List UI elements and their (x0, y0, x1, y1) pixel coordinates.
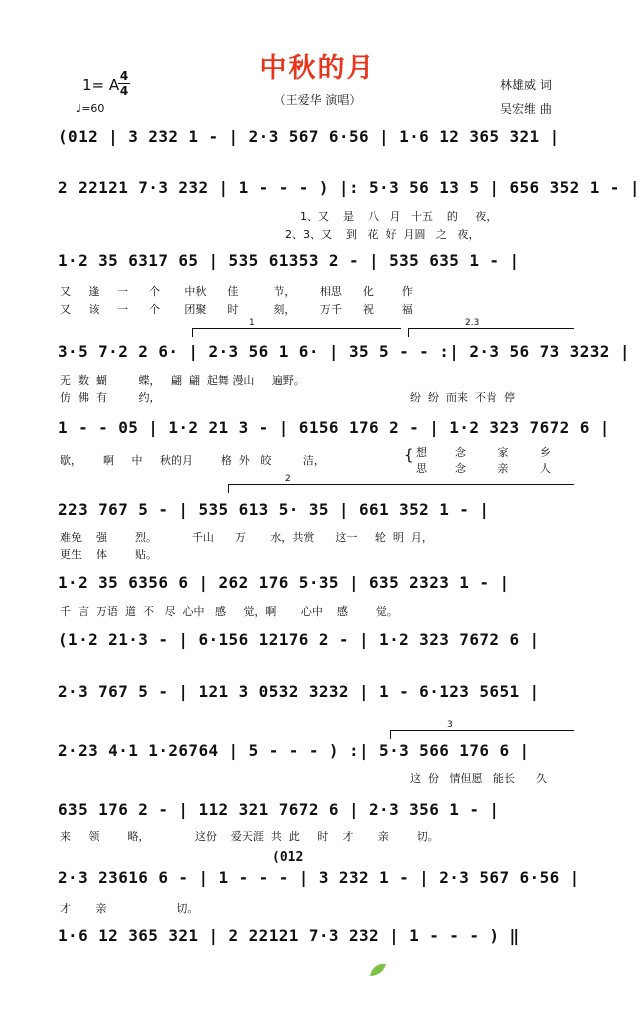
lyric-line: 又 该 一 个 团聚 时 刻， 万千 祝 福 (60, 303, 413, 316)
lyric-line: 思 念 亲 人 (416, 462, 551, 475)
notation-row-7: 1·2 35 6356 6 | 262 176 5·35 | 635 2323 1 - | (58, 573, 510, 592)
lyric-line: 又 逢 一 个 中秋 佳 节， 相思 化 作 (60, 285, 413, 298)
volta-bracket-1 (192, 318, 401, 337)
leaf-icon (368, 962, 388, 978)
lyric-line: 1、又 是 八 月 十五 的 夜， (300, 210, 498, 223)
volta-bracket-2-3 (408, 318, 574, 337)
meter-bottom: 4 (119, 84, 129, 98)
volta-label: 1 (249, 318, 255, 328)
song-title: 中秋的月 (259, 53, 376, 84)
notation-row-9: 2·3 767 5 - | 121 3 0532 3232 | 1 - 6·123 5651 | (58, 682, 540, 701)
notation-row-5: 1 - - 05 | 1·2 21 3 - | 6156 176 2 - | 1·2 323 7672 6 | (58, 418, 610, 437)
lyric-line: 才 亲 切。 (60, 902, 199, 915)
notation-row-6: 223 767 5 - | 535 613 5· 35 | 661 352 1 - | (58, 500, 490, 519)
lyric-line: 这 份 情但愿 能长 久 (410, 772, 547, 785)
meter-top: 4 (119, 69, 129, 83)
notation-row-11: 635 176 2 - | 112 321 7672 6 | 2·3 356 1 - | (58, 800, 500, 819)
volta-label: 2.3 (465, 318, 480, 328)
pickup-notes: (012 (272, 850, 304, 865)
volta-bracket-3 (390, 720, 574, 739)
lyric-line: 想 念 家 乡 (416, 446, 551, 459)
notation-row-1: (012 | 3 232 1 - | 2·3 567 6·56 | 1·6 12 365 321 | (58, 127, 560, 146)
notation-row-3: 1·2 35 6317 65 | 535 61353 2 - | 535 635 1 - | (58, 251, 520, 270)
notation-row-4: 3·5 7·2 2 6· | 2·3 56 1 6· | 35 5 - - :| 2·3 56 73 3232 | (58, 342, 630, 361)
volta-label: 2 (285, 474, 291, 484)
lyric-line: 歇， 啊 中 秋的月 格 外 皎 洁， (60, 454, 325, 467)
lyricist-credit: 林雄威 词 (500, 78, 552, 92)
notation-row-13: 1·6 12 365 321 | 2 22121 7·3 232 | 1 - - - ) ‖ (58, 926, 520, 945)
notation-row-2: 2 22121 7·3 232 | 1 - - - ) |: 5·3 56 13 5 | 656 352 1 - | (58, 178, 640, 197)
lyric-line: 2、3、又 到 花 好 月圆 之 夜， (285, 228, 480, 241)
composer-credit: 吴宏维 曲 (500, 102, 552, 116)
lyric-line: 来 领 略， 这份 爱天涯 共 此 时 才 亲 切。 (60, 830, 439, 843)
key-signature: 1= A (82, 76, 120, 94)
lyric-line: 纷 纷 而来 不肯 停 (410, 391, 515, 404)
notation-row-12: 2·3 23616 6 - | 1 - - - | 3 232 1 - | 2·3 567 6·56 | (58, 868, 580, 887)
volta-bracket-2 (228, 474, 574, 493)
time-signature (118, 70, 130, 97)
performer-credit: （王爱华 演唱） (273, 93, 362, 107)
tempo-marking: ♩=60 (76, 102, 105, 115)
brace: { (404, 446, 414, 464)
lyric-line: 仿 佛 有 约， (60, 391, 161, 404)
lyric-line: 难免 强 烈。 千山 万 水，共赏 这一 轮 明 月， (60, 531, 433, 544)
notation-row-8: (1·2 21·3 - | 6·156 12176 2 - | 1·2 323 7672 6 | (58, 630, 540, 649)
lyric-line: 更生 体 贴。 (60, 548, 157, 561)
notation-row-10: 2·23 4·1 1·26764 | 5 - - - ) :| 5·3 566 176 6 | (58, 741, 530, 760)
lyric-line: 千 言 万语 道 不 尽 心中 感 觉，啊 心中 感 觉。 (60, 605, 398, 618)
lyric-line: 无 数 蝴 蝶， 翩 翩 起舞 漫山 遍野。 (60, 374, 305, 387)
volta-label: 3 (447, 720, 453, 730)
